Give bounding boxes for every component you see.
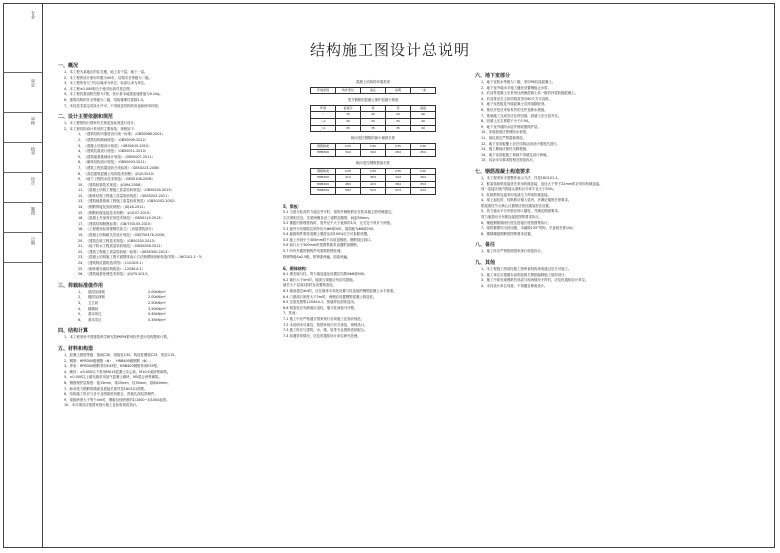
- text-line: 5.2 楼板内预埋管线时，管外径不大于板厚的1/3，交叉处不得多于两根。: [283, 221, 394, 226]
- section-heading: 一、概况: [58, 63, 79, 69]
- text-line: 6.5 过梁见图集12G614-1，按墙厚及洞宽选用。: [283, 300, 358, 305]
- text-line: 11、《混凝土结构工程施工质量验收规范》（GB50204-2015）: [78, 188, 175, 193]
- text-line: 3、施工中如发现图纸有误或与现场情况不符时，应及时通知设计单位。: [481, 278, 589, 283]
- table-cell: 25: [361, 118, 386, 125]
- table-row: [311, 105, 436, 112]
- text-line: 15、《钢筋机械连接技术规程》（JGJ107-2010）: [78, 210, 153, 215]
- section-heading: 六、地下室部分: [475, 73, 511, 79]
- notes-heading: 5、梁板：: [283, 203, 302, 209]
- text-line: 26、《建筑地基处理技术规范》（JGJ79-2012）: [78, 272, 151, 277]
- text-line: 16、《混凝土外加剂应用技术规范》（GB50119-2013）: [78, 216, 164, 221]
- text-line: 5.7 所有外露的钢构件均需做防锈处理。: [283, 249, 344, 254]
- table-cell: 20: [361, 112, 386, 119]
- section-heading: 三、荷载标准值作用: [58, 282, 104, 289]
- spec-table: [310, 143, 436, 157]
- table-row: [311, 150, 436, 157]
- table-cell: C30: [361, 168, 386, 175]
- text-line: 6.1 填充墙与柱、剪力墙连接处设置拉结筋2Φ6@500。: [283, 272, 368, 277]
- strip-cell: [3, 203, 43, 233]
- table-cell: 备注: [361, 87, 386, 94]
- text-line: 4、梁上起柱时，柱纵筋应锚入梁内，并满足锚固长度要求。: [481, 198, 572, 203]
- text-line: 5、剪力墙水平分布筋应伸入端柱，并满足锚固要求。: [481, 209, 562, 214]
- text-line: 1、混凝土强度等级：基础C30，梁板柱C30，构造柱圈梁C25，垫层C15。: [64, 352, 178, 357]
- table-cell: 一: [311, 112, 336, 119]
- notes-lines: [283, 272, 463, 339]
- text-line: 1、《建筑结构可靠度设计统一标准》（GB50068-2001）: [78, 132, 166, 137]
- text-line: 4、砌体：±0.000以下采用MU15混凝土实心砖，M10水泥砂浆砌筑。: [64, 369, 171, 374]
- spec-table: [310, 168, 436, 195]
- strip-cell: [3, 73, 43, 113]
- table-cell: 30d: [361, 150, 386, 157]
- table-cell: C30: [361, 143, 386, 150]
- text-line: 5.5 板上开洞小于300mm时不另设加强筋，钢筋绕过洞口。: [283, 237, 374, 242]
- table-row: [311, 181, 436, 188]
- text-line: 7、《建筑工程抗震设防分类标准》（GB50223-2008）: [78, 165, 162, 170]
- section-heading: 九、其他: [475, 260, 496, 267]
- text-line: 2、本工程结构设计采用的主要规范、规程如下：: [64, 126, 138, 131]
- text-line: 9、《地下工程防水技术规范》（GB50108-2008）: [78, 177, 155, 182]
- table-cell: 20: [386, 112, 411, 119]
- strip-label: 审核: [31, 117, 36, 125]
- table-cell: 40: [411, 118, 436, 125]
- text-line: 21、《地下防水工程质量验收规范》（GB50208-2011）: [78, 244, 164, 249]
- text-line: 12、地下室顶板覆土应在结构达到设计强度后进行。: [481, 141, 560, 146]
- text-line: 6、建筑结构的安全等级为二级，结构重要性系数1.0。: [64, 97, 147, 102]
- load-item-cell: 3、: [78, 300, 84, 305]
- section-heading: 七、钢筋混凝土构造要求: [475, 168, 531, 175]
- strip-cell: [3, 173, 43, 203]
- text-line: 2、钢筋：HPB300级钢筋（Φ），HRB400级钢筋（Φ）。: [64, 358, 153, 363]
- load-item-cell: 楼梯间: [88, 306, 99, 311]
- table-cell: HRB500: [311, 188, 336, 195]
- table-row: [311, 188, 436, 195]
- load-item-cell: 1、: [78, 289, 84, 294]
- load-item-cell: 4、: [78, 306, 84, 311]
- load-item-cell: 卫生间: [88, 300, 99, 305]
- section-lines: [58, 121, 273, 132]
- table-cell: 环境: [311, 105, 336, 112]
- section-heading: 八、备注: [475, 242, 496, 249]
- table-caption: 纵向受拉钢筋的最小锚固长度: [350, 136, 396, 141]
- table-cell: 二a: [311, 118, 336, 125]
- text-line: 5.1 当梁与柱或剪力墙边齐平时，梁的外侧纵筋应在柱或墙主筋内侧通过。: [283, 209, 395, 214]
- text-line: 7、未经技术鉴定或设计许可，不得改变结构的用途和使用环境。: [64, 103, 162, 108]
- table-cell: 36d: [361, 175, 386, 182]
- table-cell: 43d: [411, 188, 436, 195]
- text-line: 4、未经设计单位同意，不得擅自修改设计。: [481, 283, 548, 288]
- table-row: [311, 175, 436, 182]
- table-cell: 58d: [336, 188, 361, 195]
- table-row: [311, 168, 436, 175]
- load-item: [58, 318, 273, 324]
- text-line: 9、地下室外墙防水层外侧设置保护层。: [481, 124, 541, 129]
- table-cell: 25d: [411, 150, 436, 157]
- text-line: 5.3 板内分布筋除注明外均为Φ6@200，屋面板为Φ8@200。: [283, 226, 377, 231]
- text-line: 4、《建筑抗震设计规范》（GB50011-2010）: [78, 149, 149, 154]
- strip-label: 设计: [31, 177, 36, 185]
- strip-cell: [3, 3, 43, 73]
- table-cell: 40: [411, 112, 436, 119]
- strip-cell: [3, 233, 43, 263]
- text-line: 8、回填土压实系数不小于0.94。: [481, 119, 532, 124]
- right-column: [475, 68, 665, 289]
- table-cell: 说明: [386, 87, 411, 94]
- spec-table: [310, 87, 436, 95]
- table-cell: 35d: [411, 181, 436, 188]
- spec-table: [310, 105, 436, 132]
- table-cell: C35: [386, 143, 411, 150]
- section-lines: [58, 353, 273, 409]
- text-line: 22、《建筑工程施工质量验收统一标准》（GB50300-2013）: [78, 249, 171, 254]
- strip-label: 审定: [31, 79, 36, 87]
- left-column: [58, 58, 273, 409]
- text-line: 19、《混凝土结构耐久性设计规范》（GB/T50476-2008）: [78, 233, 168, 238]
- table-row: [311, 125, 436, 132]
- text-line: 8、楼梯梯板钢筋按图集要求设置。: [481, 231, 535, 236]
- text-line: 3、柱纵筋的连接采用电渣压力焊或机械连接。: [481, 192, 551, 197]
- text-line: 13、施工期间应做好沉降观测。: [481, 147, 530, 152]
- text-line: 3、《混凝土结构设计规范》（GB50010-2010）: [78, 143, 152, 148]
- spec-tables: [283, 80, 463, 195]
- text-line: 6.6 构造柱应先砌墙后浇柱，墙与柱间留马牙槎。: [283, 305, 358, 310]
- text-line: 2、框架梁纵筋连接优先采用机械连接，直径大于等于22mm时应采用机械连接。: [481, 181, 603, 186]
- table-cell: HPB300: [311, 150, 336, 157]
- text-line: 5.4 悬挑构件需待混凝土强度达到100%后方可拆除底模。: [283, 232, 371, 237]
- text-line: 除锈等级Sa2.5级，防锈漆两遍，面漆两遍。: [283, 254, 351, 259]
- code-list: [58, 132, 273, 277]
- table-cell: 48d: [336, 181, 361, 188]
- text-line: 4、后浇带应在主体结构封顶后60天方可浇筑。: [481, 96, 552, 101]
- text-line: 1、本工程为某地区的住宅楼，地上若干层，地下一层。: [64, 70, 148, 74]
- text-line: 2、本工程的设计使用年限为50年，结构安全等级为二级。: [64, 75, 152, 80]
- text-line: 12、《砌体结构工程施工质量验收规范》（GB50203-2011）: [78, 193, 171, 198]
- text-line: 13、《建筑地基基础工程施工质量验收规范》（GB50202-2002）: [78, 199, 178, 204]
- text-line: 8、《高层建筑混凝土结构技术规程》（JGJ3-2010）: [78, 171, 157, 176]
- text-line: 2、施工单位应根据本说明及相关图纸编制施工组织设计。: [481, 272, 568, 277]
- text-line: 7.3 施工时应与建筑、水、暖、电等专业图纸密切配合。: [283, 328, 368, 333]
- table-cell: 25: [386, 118, 411, 125]
- text-line: 11、基坑周边严禁超载堆放。: [481, 135, 527, 140]
- text-line: 5、地下室底板及外墙混凝土应掺加膨胀剂。: [481, 102, 548, 107]
- section-heading: 四、结构计算: [58, 328, 89, 335]
- text-line: 主次梁相交处，次梁两侧各设三道附加箍筋，间距50mm。: [283, 215, 372, 220]
- notes-heading: 6、砌体结构：: [283, 266, 310, 272]
- title-block-strip: [3, 3, 43, 548]
- text-line: 6、《砌体结构设计规范》（GB50003-2011）: [78, 160, 149, 165]
- section-lines: [475, 249, 665, 255]
- table-cell: 25: [336, 125, 361, 132]
- table-cell: 二b: [311, 125, 336, 132]
- text-line: 7.1 施工中应严格遵守国家现行各项施工及验收规范。: [283, 317, 365, 321]
- text-line: 10、穿墙管道应预埋防水套管。: [481, 130, 530, 135]
- strip-label: 制图: [31, 207, 36, 215]
- text-line: 2、地下室外墙水平施工缝处设置钢板止水带。: [481, 85, 551, 90]
- load-item-cell: 0.40kN/m²: [148, 312, 166, 317]
- strip-cell: [3, 113, 43, 143]
- text-line: 24、《建筑物抗震构造详图》（11G329-1）: [78, 261, 145, 265]
- table-cell: 基础: [411, 105, 436, 112]
- text-line: 5.6 洞口大于300mm时按图集要求设置附加钢筋。: [283, 243, 361, 248]
- text-line: 同一连接区段内的接头面积百分率不宜大于50%。: [481, 187, 557, 192]
- text-line: 10、《建筑桩基技术规范》（JGJ94-2008）: [78, 182, 144, 187]
- text-line: 17、《建筑结构制图标准》（GB/T50105-2010）: [78, 221, 154, 226]
- table-cell: 42d: [361, 181, 386, 188]
- text-line: 1、本工程按现行国家有关规范及标准进行设计。: [64, 121, 138, 126]
- text-line: 3、本工程所有尺寸均以毫米为单位，标高以米为单位。: [64, 81, 148, 86]
- table-cell: 52d: [361, 188, 386, 195]
- text-line: 1、本工程采用平面整体表示方法，详见16G101-1。: [481, 175, 561, 180]
- section-lines: [58, 335, 273, 341]
- table-cell: C25: [336, 168, 361, 175]
- text-line: 7、其他：: [283, 311, 299, 316]
- table-cell: 38d: [386, 181, 411, 188]
- table-cell: 35: [361, 125, 386, 132]
- table-cell: C25: [336, 143, 361, 150]
- strip-label: 专业: [31, 11, 36, 19]
- table-cell: 35: [386, 125, 411, 132]
- text-line: 1、本工程施工图须经施工图审查机构审查通过后方可施工。: [481, 267, 572, 272]
- table-row: [311, 87, 436, 94]
- text-line: 6.4 门窗洞口宽度大于2m时，两侧应设置钢筋混凝土构造柱。: [283, 294, 377, 299]
- load-item-cell: 基本雪压: [88, 317, 102, 322]
- table-cell: 20: [336, 118, 361, 125]
- table-cell: 28d: [386, 150, 411, 157]
- table-caption: 混凝土结构的环境类别: [356, 80, 390, 84]
- load-item-cell: 屋面活荷载: [88, 289, 105, 294]
- strip-cell: [3, 143, 43, 173]
- table-cell: 钢筋种类: [311, 143, 336, 150]
- load-item-cell: 6、: [78, 317, 84, 322]
- section-heading: 五、材料和构造: [58, 345, 94, 352]
- text-line: 6.3 墙高超过4m时，应在墙体半高处设置与柱连接的钢筋混凝土水平系梁。: [283, 289, 397, 294]
- table-cell: 30d: [411, 175, 436, 182]
- table-cell: 柱: [386, 105, 411, 112]
- table-caption: 受力钢筋的混凝土保护层最小厚度: [347, 98, 399, 103]
- text-line: 5、±0.000以上填充墙采用加气混凝土砌块，M5混合砂浆砌筑。: [64, 375, 162, 380]
- table-cell: C40: [411, 168, 436, 175]
- table-cell: 15: [336, 112, 361, 119]
- section-lines: [475, 267, 665, 289]
- text-line: 7.2 本说明未尽事宜，按国家现行有关规范、规程执行。: [283, 322, 368, 327]
- text-line: 7.4 如遇异常情况，应及时通知设计单位研究处理。: [283, 333, 361, 338]
- load-list: [58, 290, 273, 324]
- text-line: 7、基础施工完成后应及时回填，回填土应分层夯实。: [481, 113, 562, 118]
- table-caption: 纵向受拉钢筋搭接长度: [356, 160, 390, 165]
- text-line: 3、焊条：HPB300钢筋采用E43型，HRB400钢筋采用E55型。: [64, 364, 161, 369]
- text-line: 6.2 墙长大于5m时，墙顶与梁板应有拉结措施。: [283, 277, 356, 282]
- table-cell: 一类: [411, 87, 436, 94]
- text-line: 15、其余未尽事项按相关规范执行。: [481, 158, 537, 163]
- text-line: 墙长大于层高2倍时宜设置构造柱。: [283, 283, 337, 288]
- strip-label: 校对: [31, 147, 36, 155]
- text-line: 4、本工程±0.000相当于绝对标高详见总图。: [64, 86, 133, 91]
- load-item-cell: 3.50kN/m²: [148, 306, 166, 311]
- text-line: 14、地下室顶板施工荷载不得超过设计荷载。: [481, 152, 550, 157]
- load-item-cell: 2.50kN/m²: [148, 300, 166, 305]
- text-line: 框架梁柱节点核心区箍筋应按柱端加密区设置。: [481, 203, 553, 208]
- text-line: 6、楼板钢筋锚固长度及搭接长度按图集执行。: [481, 220, 551, 225]
- table-cell: HRB400: [311, 181, 336, 188]
- load-item-cell: 2、: [78, 295, 84, 300]
- text-line: 6、基坑开挖应采取有效的支护及降水措施。: [481, 107, 548, 112]
- table-cell: 环境类别: [311, 87, 336, 94]
- section-heading: 二、设计主要依据和规范: [58, 114, 114, 121]
- text-line: 7、梁的箍筋均为封闭箍，末端做135°弯钩，平直段长度10d。: [481, 226, 576, 231]
- text-line: 20、《建筑边坡工程技术规范》（GB50330-2013）: [78, 238, 158, 243]
- table-cell: 47d: [386, 188, 411, 195]
- text-line: 25、《砌体填充墙结构构造》（12G614-1）: [78, 266, 145, 271]
- text-line: 7、纵向受力钢筋的锚固及搭接长度详见16G101图集。: [64, 386, 148, 391]
- section-lines: [475, 80, 665, 164]
- table-row: [311, 118, 436, 125]
- load-item-cell: 楼面活荷载: [88, 295, 105, 300]
- table-cell: HPB300: [311, 175, 336, 182]
- text-line: 剪力墙竖向分布筋连接按图集要求执行。: [481, 215, 543, 220]
- table-cell: C40: [411, 143, 436, 150]
- text-line: 1、施工时应严格按照国家现行规范执行。: [481, 249, 545, 254]
- text-line: 2、《建筑结构荷载规范》（GB50009-2012）: [78, 137, 149, 142]
- drawing-title: 结构施工图设计总说明: [309, 41, 470, 59]
- table-cell: C35: [386, 168, 411, 175]
- table-cell: 梁: [361, 105, 386, 112]
- text-line: 9、梁板跨度大于等于4m时，模板应按跨度的1/1000~3/1000起拱。: [64, 397, 170, 402]
- text-line: 10、未尽事宜应按国家现行施工及验收规范执行。: [64, 403, 140, 408]
- strip-label: 日期: [31, 237, 36, 245]
- table-cell: 板墙壳: [336, 105, 361, 112]
- table-cell: 钢筋种类: [311, 168, 336, 175]
- section-lines: [475, 176, 665, 238]
- table-cell: 40: [411, 125, 436, 132]
- text-line: 5、《建筑地基基础设计规范》（GB50007-2011）: [78, 154, 155, 159]
- load-item-cell: 0.35kN/m²: [148, 317, 166, 322]
- load-item-cell: 2.00kN/m²: [148, 289, 166, 294]
- table-row: [311, 112, 436, 119]
- text-line: 23、《混凝土结构施工图平面整体表示方法制图规则和构造详图》（16G101-1~3）: [78, 255, 205, 260]
- text-line: 5、本工程抗震设防烈度为7度，设计基本地震加速度值为0.10g。: [64, 92, 163, 97]
- text-line: 1、本工程采用中国建筑科学研究院PKPM系列软件进行结构整体计算。: [64, 335, 171, 340]
- section-lines: [58, 70, 273, 109]
- text-line: 8、结构施工时应与各专业图纸密切配合，预留孔洞及预埋件。: [64, 392, 158, 397]
- text-line: 14、《钢筋焊接及验收规程》（JGJ18-2012）: [78, 205, 147, 210]
- table-cell: 34d: [386, 175, 411, 182]
- table-cell: 构件部位: [336, 87, 361, 94]
- text-line: 3、后浇带混凝土应采用比两侧混凝土高一级的补偿收缩混凝土。: [481, 91, 579, 96]
- text-line: 18、《工程建设标准强制性条文》（房屋建筑部分）: [78, 227, 156, 232]
- notes-lines: [283, 210, 463, 260]
- text-line: 6、钢筋保护层厚度：板15mm，梁25mm，柱30mm，基础40mm。: [64, 380, 171, 385]
- text-line: 1、地下室防水等级为二级，采用P6抗渗混凝土。: [481, 80, 556, 84]
- table-row: [311, 143, 436, 150]
- table-cell: 41d: [336, 175, 361, 182]
- load-item-cell: 5、: [78, 312, 84, 317]
- middle-column: [283, 76, 463, 339]
- table-cell: 34d: [336, 150, 361, 157]
- load-item-cell: 2.00kN/m²: [148, 295, 166, 300]
- load-item-cell: 基本风压: [88, 312, 102, 317]
